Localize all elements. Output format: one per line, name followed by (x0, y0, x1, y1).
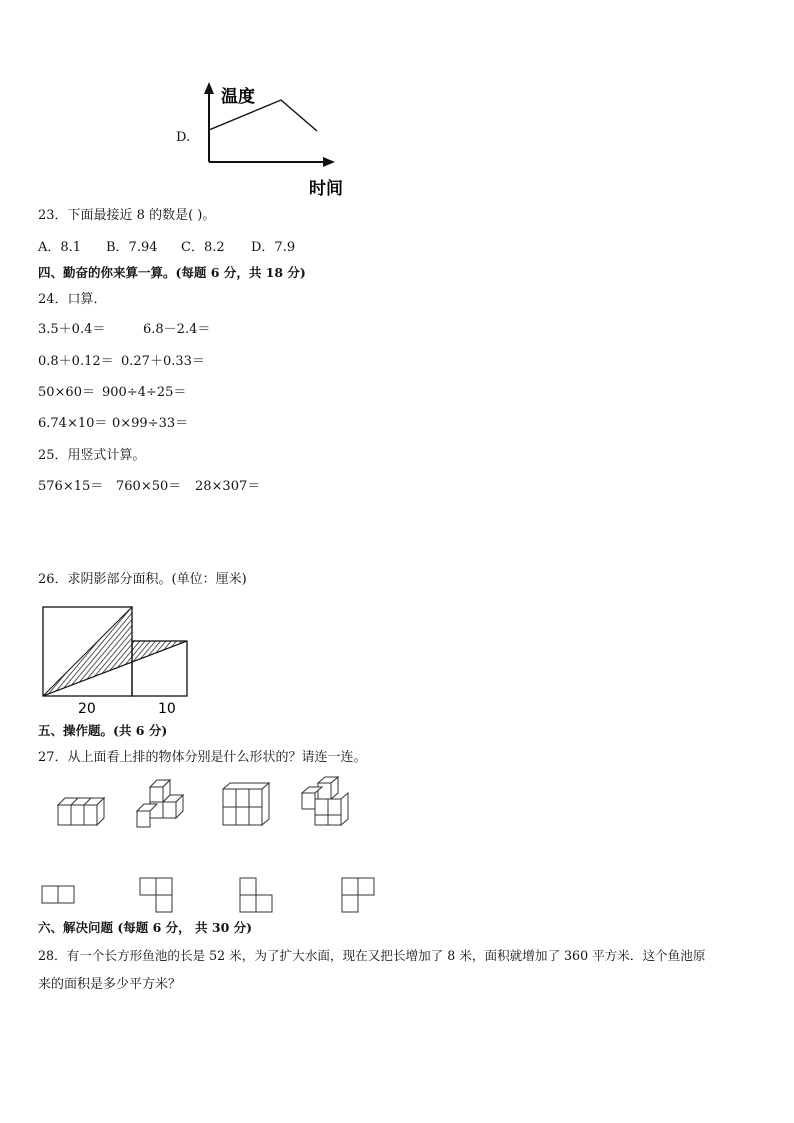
q23-options (38, 240, 295, 256)
cube-figure-2 (137, 780, 183, 827)
q25-stem: 25．用竖式计算。 (38, 448, 146, 463)
shaded-region (43, 607, 187, 696)
q23-option-c: C．8.2 (181, 240, 225, 255)
x-axis-arrow (323, 157, 335, 167)
cube-figure-1 (58, 798, 104, 825)
q25-item: 28×307＝ (195, 479, 261, 494)
q27-cube-figures (40, 775, 370, 835)
section-5-title: 五、操作题。(共 6 分) (38, 723, 168, 738)
q24-item: 6.8－2.4＝ (143, 322, 211, 337)
q24-item: 0.27＋0.33＝ (121, 354, 205, 369)
q26-stem: 26．求阴影部分面积。(单位：厘米) (38, 572, 247, 587)
q26-label-10: 10 (158, 701, 176, 717)
q24-item: 50×60＝ (38, 385, 95, 400)
q25-items (38, 479, 260, 495)
section-6-title: 六、解决问题 (每题 6 分， 共 30 分) (38, 920, 253, 935)
q23-option-a: A．8.1 (38, 240, 82, 255)
q25-item: 576×15＝ (38, 479, 104, 494)
top-view-shape-3 (240, 878, 272, 912)
q23-stem: 23．下面最接近 8 的数是( )。 (38, 208, 216, 223)
q23-option-b: B．7.94 (106, 240, 158, 255)
q24-row-4 (38, 416, 188, 432)
q25-item: 760×50＝ (116, 479, 182, 494)
q24-item: 0×99÷33＝ (112, 416, 189, 431)
cube-figure-4 (302, 777, 348, 825)
q24-row-2 (38, 354, 205, 370)
q24-item: 0.8＋0.12＝ (38, 354, 114, 369)
x-axis-label: 时间 (309, 179, 343, 199)
y-axis-label: 温度 (221, 87, 255, 107)
q27-stem: 27．从上面看上排的物体分别是什么形状的？请连一连。 (38, 750, 367, 765)
q22-temperature-graph (195, 78, 355, 200)
section-4-title: 四、勤奋的你来算一算。(每题 6 分，共 18 分) (38, 265, 306, 280)
top-view-shape-1 (42, 886, 74, 903)
q28-line-1: 28．有一个长方形鱼池的长是 52 米，为了扩大水面，现在又把长增加了 8 米，面积就增加了 360 平方米．这个鱼池原 (38, 948, 706, 963)
q24-item: 6.74×10＝ (38, 416, 108, 431)
y-axis-arrow (204, 82, 214, 94)
q24-stem: 24．口算． (38, 292, 107, 307)
q24-row-1 (38, 322, 210, 338)
q27-top-view-shapes (40, 876, 380, 916)
top-view-shape-4 (342, 878, 374, 912)
q23-option-d: D．7.9 (251, 240, 296, 255)
top-view-shape-2 (140, 878, 172, 912)
q26-shaded-area-figure (38, 600, 198, 718)
q28-line-2: 来的面积是多少平方米？ (38, 977, 182, 992)
cube-figure-3 (223, 783, 269, 825)
q24-item: 3.5＋0.4＝ (38, 322, 106, 337)
q22-option-d-label: D. (176, 130, 191, 145)
q24-row-3 (38, 385, 186, 401)
q26-label-20: 20 (78, 701, 96, 717)
q24-item: 900÷4÷25＝ (102, 385, 187, 400)
